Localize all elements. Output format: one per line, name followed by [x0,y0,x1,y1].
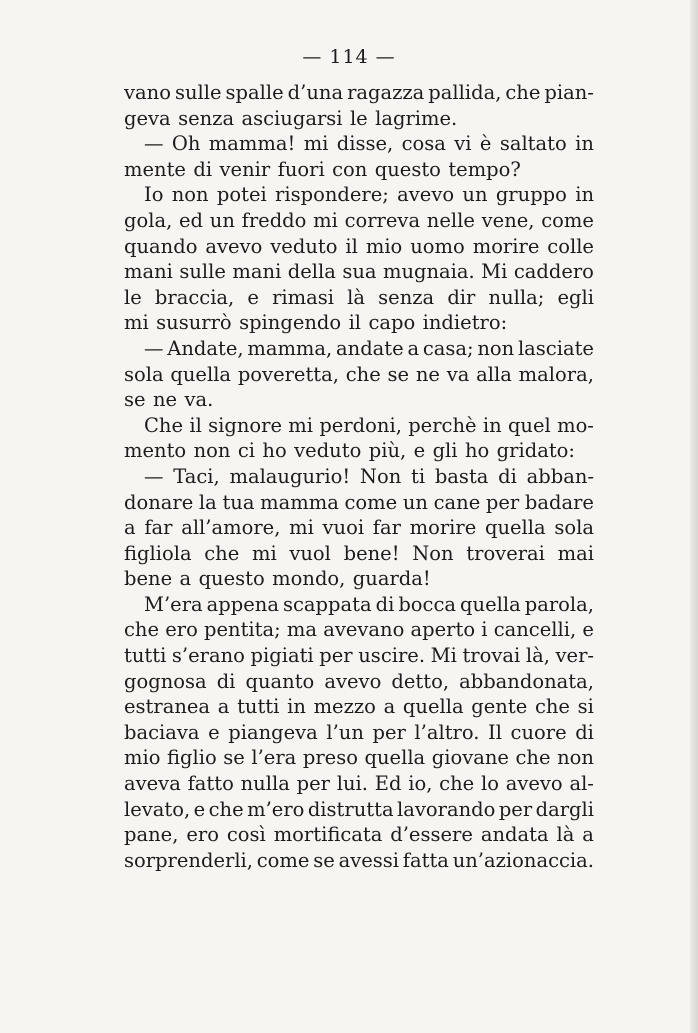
text-line: figliola che mi vuol bene! Non troverai mai [124,541,594,565]
text-line: mio figlio se l’era preso quella giovane che non [124,746,594,770]
text-line: gola, ed un freddo mi correva nelle vene, come [124,208,594,232]
text-line: levato, e che m’ero distrutta lavorando per dargli [124,797,594,821]
text-line: a far all’amore, mi vuoi far morire quella sola [124,516,594,540]
text-line: sola quella poveretta, che se ne va alla malora, [124,362,594,386]
text-line: mani sulle mani della sua mugnaia. Mi caddero [124,260,594,284]
page-edge-shadow [690,0,698,1033]
text-line: Che il signore mi perdoni, perchè in quel mo- [144,413,594,437]
text-line: tutti s’erano pigiati per uscire. Mi trovai là, ver- [124,644,594,668]
text-line: baciava e piangeva l’un per l’altro. Il cuore di [124,720,594,744]
text-line: sorprenderli, come se avessi fatta un’azionaccia. [124,848,594,872]
text-line: quando avevo veduto il mio uomo morire colle [124,234,594,258]
text-line: se ne va. [124,388,214,412]
text-line: — Taci, malaugurio! Non ti basta di abban- [144,464,594,488]
text-line: le braccia, e rimasi là senza dir nulla; egli [124,285,594,309]
text-line: estranea a tutti in mezzo a quella gente che si [124,695,594,719]
text-line: — Oh mamma! mi disse, cosa vi è saltato in [144,132,594,156]
text-line: che ero pentita; ma avevano aperto i cancelli, e [124,618,594,642]
text-line: mente di venir fuori con questo tempo? [124,157,521,181]
text-line: aveva fatto nulla per lui. Ed io, che lo avevo al- [124,772,594,796]
text-line: geva senza asciugarsi le lagrime. [124,106,458,130]
text-line: — Andate, mamma, andate a casa; non lasciate [144,336,594,360]
page-number: — 114 — [302,46,396,68]
text-line: gognosa di quanto avevo detto, abbandonata, [124,669,594,693]
body-text [124,80,594,873]
text-line: mento non ci ho veduto più, e gli ho gridato: [124,439,575,463]
text-line: Io non potei rispondere; avevo un gruppo in [144,183,594,207]
text-line: vano sulle spalle d’una ragazza pallida, che pian- [124,81,594,104]
text-line: M’era appena scappata di bocca quella parola, [144,592,594,616]
text-line: pane, ero così mortificata d’essere andata là a [124,823,594,847]
text-line: donare la tua mamma come un cane per badare [124,490,594,514]
text-line: mi susurrò spingendo il capo indietro: [124,311,508,335]
text-line: bene a questo mondo, guarda! [124,567,431,591]
